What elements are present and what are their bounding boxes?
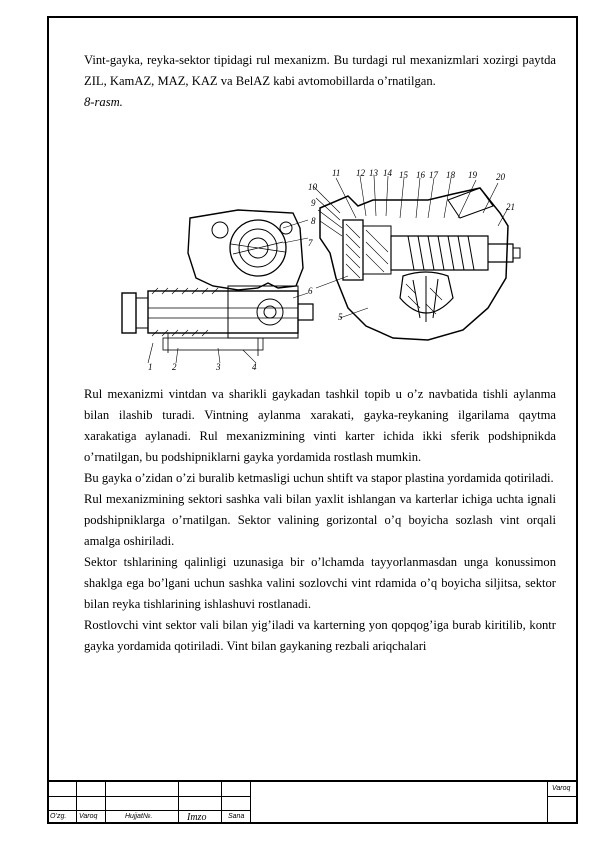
intro-paragraph: Vint-gayka, reyka-sektor tipidagi rul mexanizm. Bu turdagi rul mexanizmlari xozirgi paytda ZIL, KamAZ, MAZ, KAZ va BelAZ kabi avtomobillarda o’rnatilgan. xyxy=(84,53,556,88)
body-section xyxy=(84,384,556,657)
callout-6: 6 xyxy=(308,286,313,296)
callout-18: 18 xyxy=(446,170,455,180)
callout-3: 3 xyxy=(216,362,221,372)
callout-8: 8 xyxy=(311,216,316,226)
callout-11: 11 xyxy=(332,168,341,178)
stamp-varoq-label: Varoq xyxy=(79,813,98,820)
callout-5: 5 xyxy=(338,312,343,322)
callout-13: 13 xyxy=(369,168,378,178)
intro-section xyxy=(84,50,556,113)
callout-17: 17 xyxy=(429,170,438,180)
title-block xyxy=(47,780,578,824)
callout-2: 2 xyxy=(172,362,177,372)
callout-7: 7 xyxy=(308,238,313,248)
callout-16: 16 xyxy=(416,170,425,180)
callout-20: 20 xyxy=(496,172,505,182)
callout-1: 1 xyxy=(148,362,153,372)
stamp-ozg-label: O’zg. xyxy=(50,813,67,820)
callout-21: 21 xyxy=(506,202,515,212)
body-paragraph-4: Sektor tshlarining qalinligi uzunasiga bir o’lchamda tayyorlanmasdan unga konussimon shaklga ega bo’lgani uchun sashka valini sozlovchi vint rdamida o’q boyicha siljitsa, sektor bilan reyka tishlarining ishlashuvi rostlanadi. xyxy=(84,555,556,611)
stamp-sana-label: Sana xyxy=(228,813,245,820)
callout-9: 9 xyxy=(311,198,316,208)
stamp-sheet-label: Varoq xyxy=(552,785,571,792)
stamp-hujjat-label: Hujjat№. xyxy=(125,813,153,820)
callout-12: 12 xyxy=(356,168,365,178)
callout-14: 14 xyxy=(383,168,392,178)
callout-15: 15 xyxy=(399,170,408,180)
body-paragraph-5: Rostlovchi vint sektor vali bilan yig’iladi va karterning yon qopqog’iga burab kiritilib, kontr gayka yordamida qotiriladi. Vint bilan gaykaning rezbali ariqchalari xyxy=(84,618,556,653)
steering-mechanism-drawing xyxy=(108,158,528,376)
callout-4: 4 xyxy=(252,362,257,372)
stamp-imzo-label: Imzo xyxy=(187,812,207,823)
callout-19: 19 xyxy=(468,170,477,180)
callout-10: 10 xyxy=(308,182,317,192)
body-paragraph-1: Rul mexanizmi vintdan va sharikli gaykadan tashkil topib u o’z navbatida tishli aylanma bilan ilashib turadi. Vintning aylanma xarakati, gayka-reykaning ilgarilama qaytma xarakatiga aylanadi. Rul mexanizmining vinti karter ichida ikki sferik podshipnikda o’rnatilgan, bu podshipniklarni gayka yordamida rostlash mumkin. xyxy=(84,387,556,464)
body-paragraph-3: Rul mexanizmining sektori sashka vali bilan yaxlit ishlangan va karterlar ichiga uchta ignali podshipniklarga o’rnatilgan. Sektor valining gorizontal o’q boyicha sozlash vint orqali amalga oshiriladi. xyxy=(84,492,556,548)
body-paragraph-2: Bu gayka o’zidan o’zi buralib ketmasligi uchun shtift va stapor plastina yordamida qotiriladi. xyxy=(84,471,554,485)
figure-caption: 8-rasm. xyxy=(84,95,123,109)
